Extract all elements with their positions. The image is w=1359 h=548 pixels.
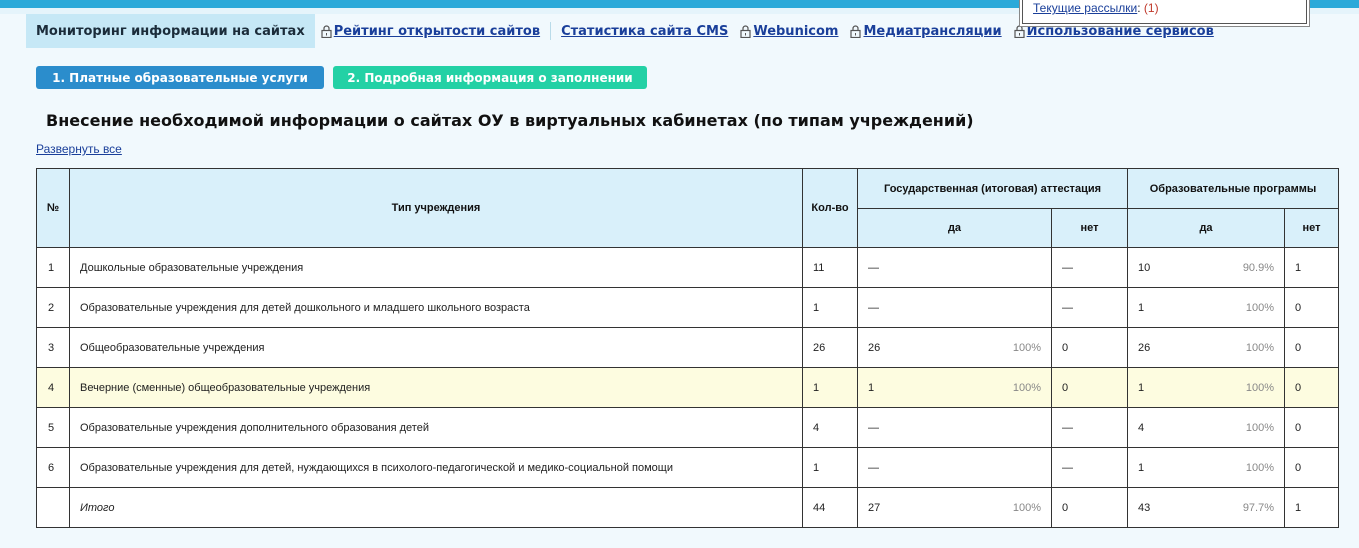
lock-icon bbox=[850, 25, 861, 38]
row-num: 3 bbox=[37, 328, 70, 368]
total-gia-yes bbox=[858, 488, 1052, 528]
row-prog-yes bbox=[1128, 408, 1285, 448]
expand-all-link[interactable]: Развернуть все bbox=[36, 142, 122, 156]
row-type: Общеобразовательные учреждения bbox=[70, 328, 803, 368]
gia-yes-value: 1 bbox=[868, 381, 875, 394]
page-title: Внесение необходимой информации о сайтах ОУ в виртуальных кабинетах (по типам учреждений) bbox=[46, 111, 974, 130]
table-total-row bbox=[37, 488, 1339, 528]
row-type: Дошкольные образовательные учреждения bbox=[70, 248, 803, 288]
nav-link-label: Медиатрансляции bbox=[863, 23, 1002, 39]
row-gia-yes bbox=[858, 448, 1052, 488]
header-num: № bbox=[37, 169, 70, 248]
table-row bbox=[37, 448, 1339, 488]
prog-yes-value: 4 bbox=[1138, 421, 1145, 434]
prog-yes-value: 1 bbox=[1138, 301, 1145, 314]
row-gia-no: — bbox=[1052, 408, 1128, 448]
nav-link-rating[interactable] bbox=[315, 14, 546, 48]
gia-yes-value: — bbox=[868, 421, 879, 434]
total-gia-no: 0 bbox=[1052, 488, 1128, 528]
row-count[interactable]: 1 bbox=[803, 288, 858, 328]
row-count[interactable]: 11 bbox=[803, 248, 858, 288]
gia-yes-value: 26 bbox=[868, 341, 881, 354]
current-mailings-link[interactable]: Текущие рассылки bbox=[1033, 1, 1138, 15]
row-num: 1 bbox=[37, 248, 70, 288]
nav-link-webunicom[interactable] bbox=[734, 14, 844, 48]
row-prog-no[interactable]: 1 bbox=[1285, 248, 1339, 288]
nav-link-label: Webunicom bbox=[753, 23, 839, 39]
prog-pct: 97.7% bbox=[1242, 501, 1275, 514]
row-num: 6 bbox=[37, 448, 70, 488]
gia-yes-value: 27 bbox=[868, 501, 881, 514]
row-num: 5 bbox=[37, 408, 70, 448]
row-prog-yes bbox=[1128, 368, 1285, 408]
total-num bbox=[37, 488, 70, 528]
header-type: Тип учреждения bbox=[70, 169, 803, 248]
lock-icon bbox=[321, 25, 332, 38]
row-prog-no: 0 bbox=[1285, 368, 1339, 408]
nav-link-cms-stats[interactable] bbox=[555, 14, 734, 48]
row-type: Образовательные учреждения для детей, нуждающихся в психолого-педагогической и медико-социальной помощи bbox=[70, 448, 803, 488]
prog-yes-value: 26 bbox=[1138, 341, 1151, 354]
row-gia-yes bbox=[858, 408, 1052, 448]
table-header-row bbox=[37, 169, 1339, 209]
row-prog-no: 0 bbox=[1285, 328, 1339, 368]
row-gia-no: — bbox=[1052, 448, 1128, 488]
gia-pct: 100% bbox=[1012, 501, 1041, 514]
gia-yes-value: — bbox=[868, 301, 879, 314]
nav-link-label: Статистика сайта CMS bbox=[561, 23, 729, 39]
total-label: Итого bbox=[70, 488, 803, 528]
row-num: 4 bbox=[37, 368, 70, 408]
mailings-count: (1) bbox=[1143, 1, 1159, 15]
row-type: Образовательные учреждения дополнительного образования детей bbox=[70, 408, 803, 448]
gia-pct: 100% bbox=[1012, 341, 1041, 354]
row-gia-no: 0 bbox=[1052, 328, 1128, 368]
row-prog-yes bbox=[1128, 288, 1285, 328]
prog-yes-value: 43 bbox=[1138, 501, 1151, 514]
prog-pct: 100% bbox=[1245, 301, 1275, 314]
row-type: Образовательные учреждения для детей дошкольного и младшего школьного возраста bbox=[70, 288, 803, 328]
colon-separator: : bbox=[1137, 1, 1144, 15]
row-count[interactable]: 1 bbox=[803, 448, 858, 488]
row-gia-no: — bbox=[1052, 248, 1128, 288]
prog-yes-value: 10 bbox=[1138, 261, 1151, 274]
header-prog-yes: да bbox=[1128, 209, 1285, 248]
row-num: 2 bbox=[37, 288, 70, 328]
row-prog-no: 0 bbox=[1285, 288, 1339, 328]
table-row bbox=[37, 288, 1339, 328]
prog-pct: 100% bbox=[1245, 421, 1275, 434]
prog-pct: 100% bbox=[1245, 381, 1275, 394]
nav-link-label: Рейтинг открытости сайтов bbox=[333, 23, 541, 39]
row-prog-yes bbox=[1128, 328, 1285, 368]
table-row bbox=[37, 408, 1339, 448]
gia-yes-value: — bbox=[868, 461, 879, 474]
lock-icon bbox=[740, 25, 751, 38]
institutions-table bbox=[36, 168, 1339, 528]
header-gia-yes: да bbox=[858, 209, 1052, 248]
nav-link-media[interactable] bbox=[844, 14, 1007, 48]
header-gia: Государственная (итоговая) аттестация bbox=[858, 169, 1128, 209]
row-type: Вечерние (сменные) общеобразовательные учреждения bbox=[70, 368, 803, 408]
row-gia-no: — bbox=[1052, 288, 1128, 328]
mailings-popup bbox=[1022, 0, 1307, 24]
gia-pct: 100% bbox=[1012, 381, 1041, 394]
nav-separator bbox=[550, 22, 551, 40]
row-gia-yes bbox=[858, 328, 1052, 368]
gia-yes-value: — bbox=[868, 261, 879, 274]
row-gia-yes bbox=[858, 248, 1052, 288]
table-row bbox=[37, 328, 1339, 368]
lock-icon bbox=[1014, 25, 1025, 38]
total-prog-no[interactable]: 1 bbox=[1285, 488, 1339, 528]
row-gia-no: 0 bbox=[1052, 368, 1128, 408]
total-prog-yes bbox=[1128, 488, 1285, 528]
prog-pct: 90.9% bbox=[1242, 261, 1275, 274]
table-row-highlighted bbox=[37, 368, 1339, 408]
header-gia-no: нет bbox=[1052, 209, 1128, 248]
total-count: 44 bbox=[803, 488, 858, 528]
row-gia-yes bbox=[858, 288, 1052, 328]
prog-pct: 100% bbox=[1245, 461, 1275, 474]
row-prog-yes bbox=[1128, 448, 1285, 488]
row-prog-yes bbox=[1128, 248, 1285, 288]
row-count: 26 bbox=[803, 328, 858, 368]
header-prog-no: нет bbox=[1285, 209, 1339, 248]
row-prog-no: 0 bbox=[1285, 408, 1339, 448]
row-prog-no: 0 bbox=[1285, 448, 1339, 488]
header-programs: Образовательные программы bbox=[1128, 169, 1339, 209]
row-gia-yes bbox=[858, 368, 1052, 408]
table-row bbox=[37, 248, 1339, 288]
tab-paid-services[interactable]: 1. Платные образовательные услуги bbox=[36, 66, 324, 89]
row-count: 1 bbox=[803, 368, 858, 408]
nav-tab-monitoring[interactable]: Мониторинг информации на сайтах bbox=[26, 14, 315, 48]
prog-pct: 100% bbox=[1245, 341, 1275, 354]
row-count: 4 bbox=[803, 408, 858, 448]
header-count: Кол-во bbox=[803, 169, 858, 248]
prog-yes-value: 1 bbox=[1138, 381, 1145, 394]
prog-yes-value: 1 bbox=[1138, 461, 1145, 474]
nav-link-label: Использование сервисов bbox=[1026, 23, 1214, 39]
tab-detailed-info[interactable]: 2. Подробная информация о заполнении bbox=[333, 66, 647, 89]
